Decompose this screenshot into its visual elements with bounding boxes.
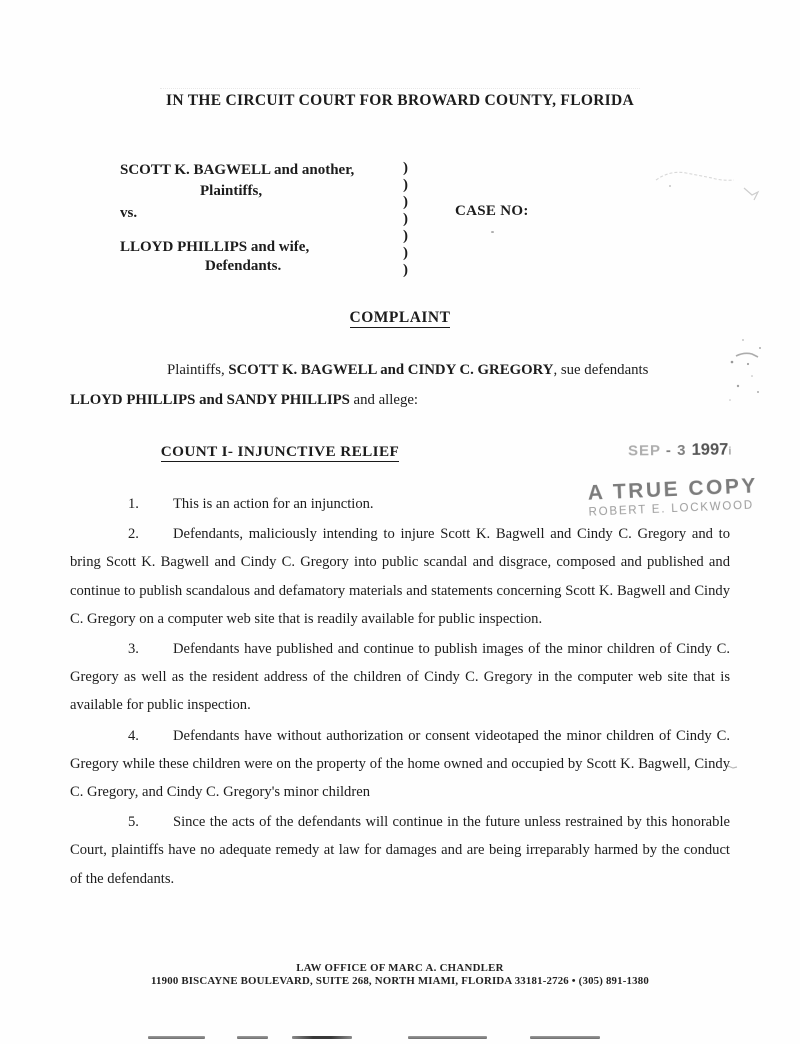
stamp-artifact: i [728, 445, 733, 458]
caption-paren: ) [403, 245, 408, 261]
scan-artifact-bar [292, 1036, 352, 1039]
intro-plaintiff-names: SCOTT K. BAGWELL and CINDY C. GREGORY [228, 362, 554, 378]
paragraph-number: 1. [128, 496, 139, 512]
paragraph-text: This is an action for an injunction. [172, 496, 374, 512]
intro-seg: and allege: [349, 392, 419, 408]
caption-defendant-name: LLOYD PHILLIPS and wife, [120, 239, 310, 255]
paragraph-text: Defendants, maliciously intending to injure Scott K. Bagwell and Cindy C. Gregory and to bring Scott K. Bagwell and Cindy C. Gregory into public scandal and disgrace, composed and published and continue to publish scandalous and defamatory materials and statements concerning Scott K. Bagwell and Cindy C. Gregory on a computer web site that is readily available for public inspection. [70, 526, 730, 627]
count1-heading: COUNT I- INJUNCTIVE RELIEF [160, 443, 400, 460]
caption-paren: ) [403, 160, 408, 176]
caption-paren: ) [403, 211, 408, 227]
caption-paren-column [403, 160, 408, 279]
scan-noise-line [160, 88, 640, 89]
stamp-year: 1997 [691, 440, 729, 459]
stamp-day: - 3 [665, 441, 687, 460]
caption-paren: ) [403, 228, 408, 244]
complaint-heading: COMPLAINT [349, 309, 451, 326]
complaint-paragraph-3 [70, 635, 730, 720]
court-title: IN THE CIRCUIT COURT FOR BROWARD COUNTY, FLORIDA [165, 92, 635, 109]
scan-speck [491, 231, 494, 233]
true-copy-text: A TRUE COPY [587, 474, 759, 505]
caption-paren: ) [403, 194, 408, 210]
paragraph-number: 3. [128, 641, 139, 658]
scan-artifact-bar [408, 1036, 487, 1039]
scan-artifact-bar [530, 1036, 600, 1039]
caption-plaintiff-name: SCOTT K. BAGWELL and another, [120, 162, 355, 178]
law-office-footer [0, 962, 800, 987]
scan-speck [726, 763, 740, 773]
caption-plaintiff-label: Plaintiffs, [200, 183, 263, 199]
complaint-paragraph-1 [70, 490, 730, 518]
paragraph-text: Since the acts of the defendants will continue in the future unless restrained by this honorable Court, plaintiffs have no adequate remedy at law for damages and are being irreparably harmed by the conduct of the defendants. [70, 814, 730, 887]
complaint-body [70, 490, 730, 895]
scan-artifact-bar [237, 1036, 268, 1039]
case-no-label: CASE NO: [455, 203, 529, 219]
date-received-stamp [628, 441, 733, 461]
stamp-month: SEP [627, 442, 661, 460]
law-office-name: LAW OFFICE OF MARC A. CHANDLER [296, 962, 504, 974]
paragraph-text: Defendants have without authorization or consent videotaped the minor children of Cindy C. Gregory while these children were on the property of the home owned and occupied by Scott K. Bagwell, Cindy C. Gregory, and Cindy C. Gregory's minor children [70, 727, 730, 801]
true-copy-clerk-name: ROBERT E. LOCKWOOD [588, 499, 755, 519]
intro-paragraph [70, 355, 698, 415]
caption-paren: ) [403, 262, 408, 278]
caption-defendant-label: Defendants. [205, 258, 282, 274]
paragraph-number: 5. [128, 814, 139, 831]
complaint-paragraph-5 [70, 808, 730, 893]
intro-seg: , sue defendants [553, 362, 649, 378]
caption-vs: vs. [120, 205, 138, 221]
paragraph-number: 2. [128, 526, 139, 543]
law-office-address: 11900 BISCAYNE BOULEVARD, SUITE 268, NORTH MIAMI, FLORIDA 33181-2726 • (305) 891-1380 [151, 975, 649, 987]
pencil-scribble [648, 158, 773, 208]
intro-defendant-names: LLOYD PHILLIPS and SANDY PHILLIPS [70, 392, 350, 408]
paragraph-text: Defendants have published and continue to publish images of the minor children of Cindy C. Gregory as well as the resident address of the children of Cindy C. Gregory in the computer web site that is available for public inspection. [70, 641, 730, 714]
caption-paren: ) [403, 177, 408, 193]
ink-speckle [718, 328, 778, 413]
intro-seg: Plaintiffs, [167, 362, 229, 378]
complaint-paragraph-4 [70, 722, 730, 807]
complaint-paragraph-2 [70, 520, 730, 633]
paragraph-number: 4. [128, 727, 139, 744]
scan-artifact-bar [148, 1036, 205, 1039]
